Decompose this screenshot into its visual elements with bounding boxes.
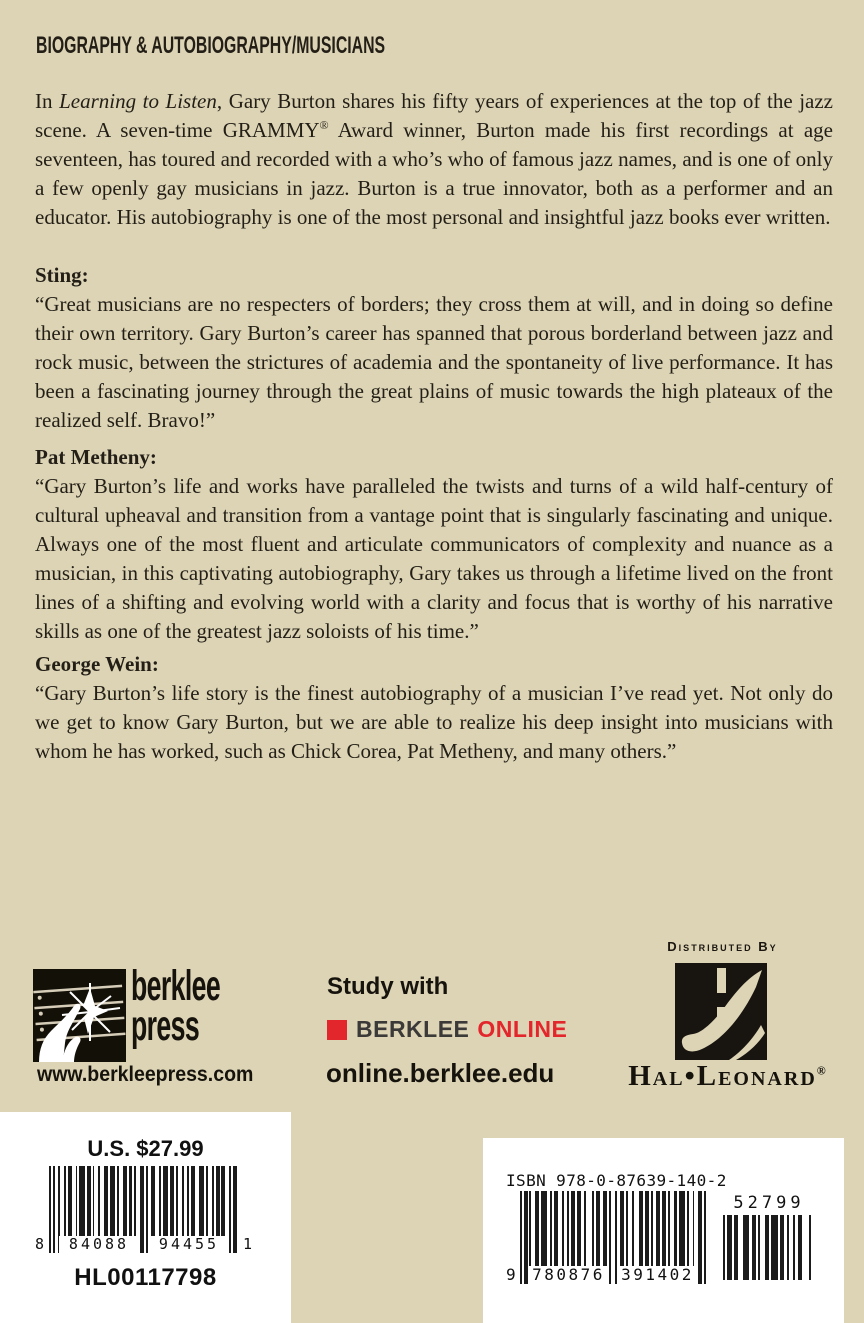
ean-digits-group1: 780876 (528, 1266, 609, 1284)
book-title-italic: Learning to Listen (59, 89, 217, 113)
berklee-online-brand-first: BERKLEE (356, 1016, 470, 1042)
berklee-press-website: www.berkleepress.com (37, 1063, 254, 1086)
quote-text-george-wein: “Gary Burton’s life story is the finest autobiography of a musician I’ve read yet. Not only do we get to know Gary Burton, but we are able to realize his deep insight into musicians with whom he has worked, such as Chick Corea, Pat Metheny, and many others.” (35, 681, 833, 763)
category-header: BIOGRAPHY & AUTOBIOGRAPHY/MUSICIANS (36, 32, 386, 59)
intro-mid: , Gary Burton shares his fifty years of experiences at the top of the jazz scene. A seven-time GRAMMY (35, 89, 834, 142)
berklee-press-wordmark-line1: berklee (131, 962, 221, 1010)
berklee-online-logo (327, 1016, 567, 1043)
hal-leonard-wordmark (620, 1060, 836, 1093)
upc-digits-group1: 84088 (59, 1236, 139, 1253)
berklee-press-wordmark-line2: press (131, 1002, 200, 1050)
berklee-online-website: online.berklee.edu (326, 1058, 555, 1088)
quote-george-wein (35, 650, 833, 766)
hal-leonard-logo-icon (675, 963, 767, 1060)
quote-text-pat-metheny: “Gary Burton’s life and works have paralleled the twists and turns of a wild half-century of cultural upheaval and transition from a vantage point that is singularly fascinating and unique. Always one of the most fluent and articulate communicators of complexity and nuance as a musician, in this captivating autobiography, Gary takes us through a lifetime lived on the front lines of a shifting and evolving world with a clarity and focus that is worthy of his narrative skills as one of the greatest jazz soloists of his time.” (35, 474, 833, 643)
price-barcode-panel (0, 1112, 291, 1323)
price-label: U.S. $27.99 (87, 1136, 204, 1161)
quote-sting (35, 261, 833, 435)
berklee-online-brand-second: ONLINE (477, 1016, 568, 1042)
registered-mark: ® (319, 118, 329, 132)
ean-barcode (506, 1191, 706, 1284)
berklee-online-red-square-icon (327, 1020, 347, 1040)
quote-pat-metheny (35, 443, 833, 646)
upc-barcode (35, 1166, 252, 1253)
upc-digit-left: 8 (35, 1235, 45, 1253)
ean-addon-digits: 52799 (733, 1193, 805, 1213)
upc-digits-group2: 94455 (149, 1236, 229, 1253)
quote-author-pat-metheny: Pat Metheny: (35, 445, 157, 469)
catalog-number: HL00117798 (74, 1264, 217, 1291)
intro-paragraph (35, 87, 833, 232)
ean-addon-barcode (723, 1193, 815, 1284)
berklee-press-wordmark (131, 962, 221, 1050)
isbn-barcode-panel (483, 1138, 844, 1323)
isbn-label: ISBN 978-0-87639-140-2 (506, 1171, 727, 1190)
quote-text-sting: “Great musicians are no respecters of borders; they cross them at will, and in doing so define their own territory. Gary Burton’s career has spanned that porous borderland between jazz and rock music, between the strictures of academia and the spontaneity of live performance. It has been a fascinating journey through the great plains of music towards the high plateaux of the realized self. Bravo!” (35, 292, 833, 432)
berklee-press-logo-icon (33, 969, 126, 1062)
quote-author-sting: Sting: (35, 263, 89, 287)
ean-digits-group2: 391402 (617, 1266, 698, 1284)
intro-prefix: In (35, 89, 60, 113)
hal-leonard-registered-mark: ® (816, 1063, 828, 1078)
hal-leonard-brand: Hal•Leonard (628, 1060, 817, 1092)
ean-addon-bars (723, 1215, 815, 1280)
quote-author-george-wein: George Wein: (35, 652, 159, 676)
upc-digit-right: 1 (242, 1235, 252, 1253)
study-with-label: Study with (327, 973, 449, 1000)
distributed-by-label: Distributed By (667, 939, 778, 954)
intro-rest: Award winner, Burton made his first recordings at age seventeen, has toured and recorded with a who’s who of famous jazz names, and is one of only a few openly gay musicians in jazz. Burton is a true innovator, both as a performer and an educator. His autobiography is one of the most personal and insightful jazz books ever written. (35, 118, 834, 229)
ean-digit-left: 9 (506, 1265, 516, 1284)
